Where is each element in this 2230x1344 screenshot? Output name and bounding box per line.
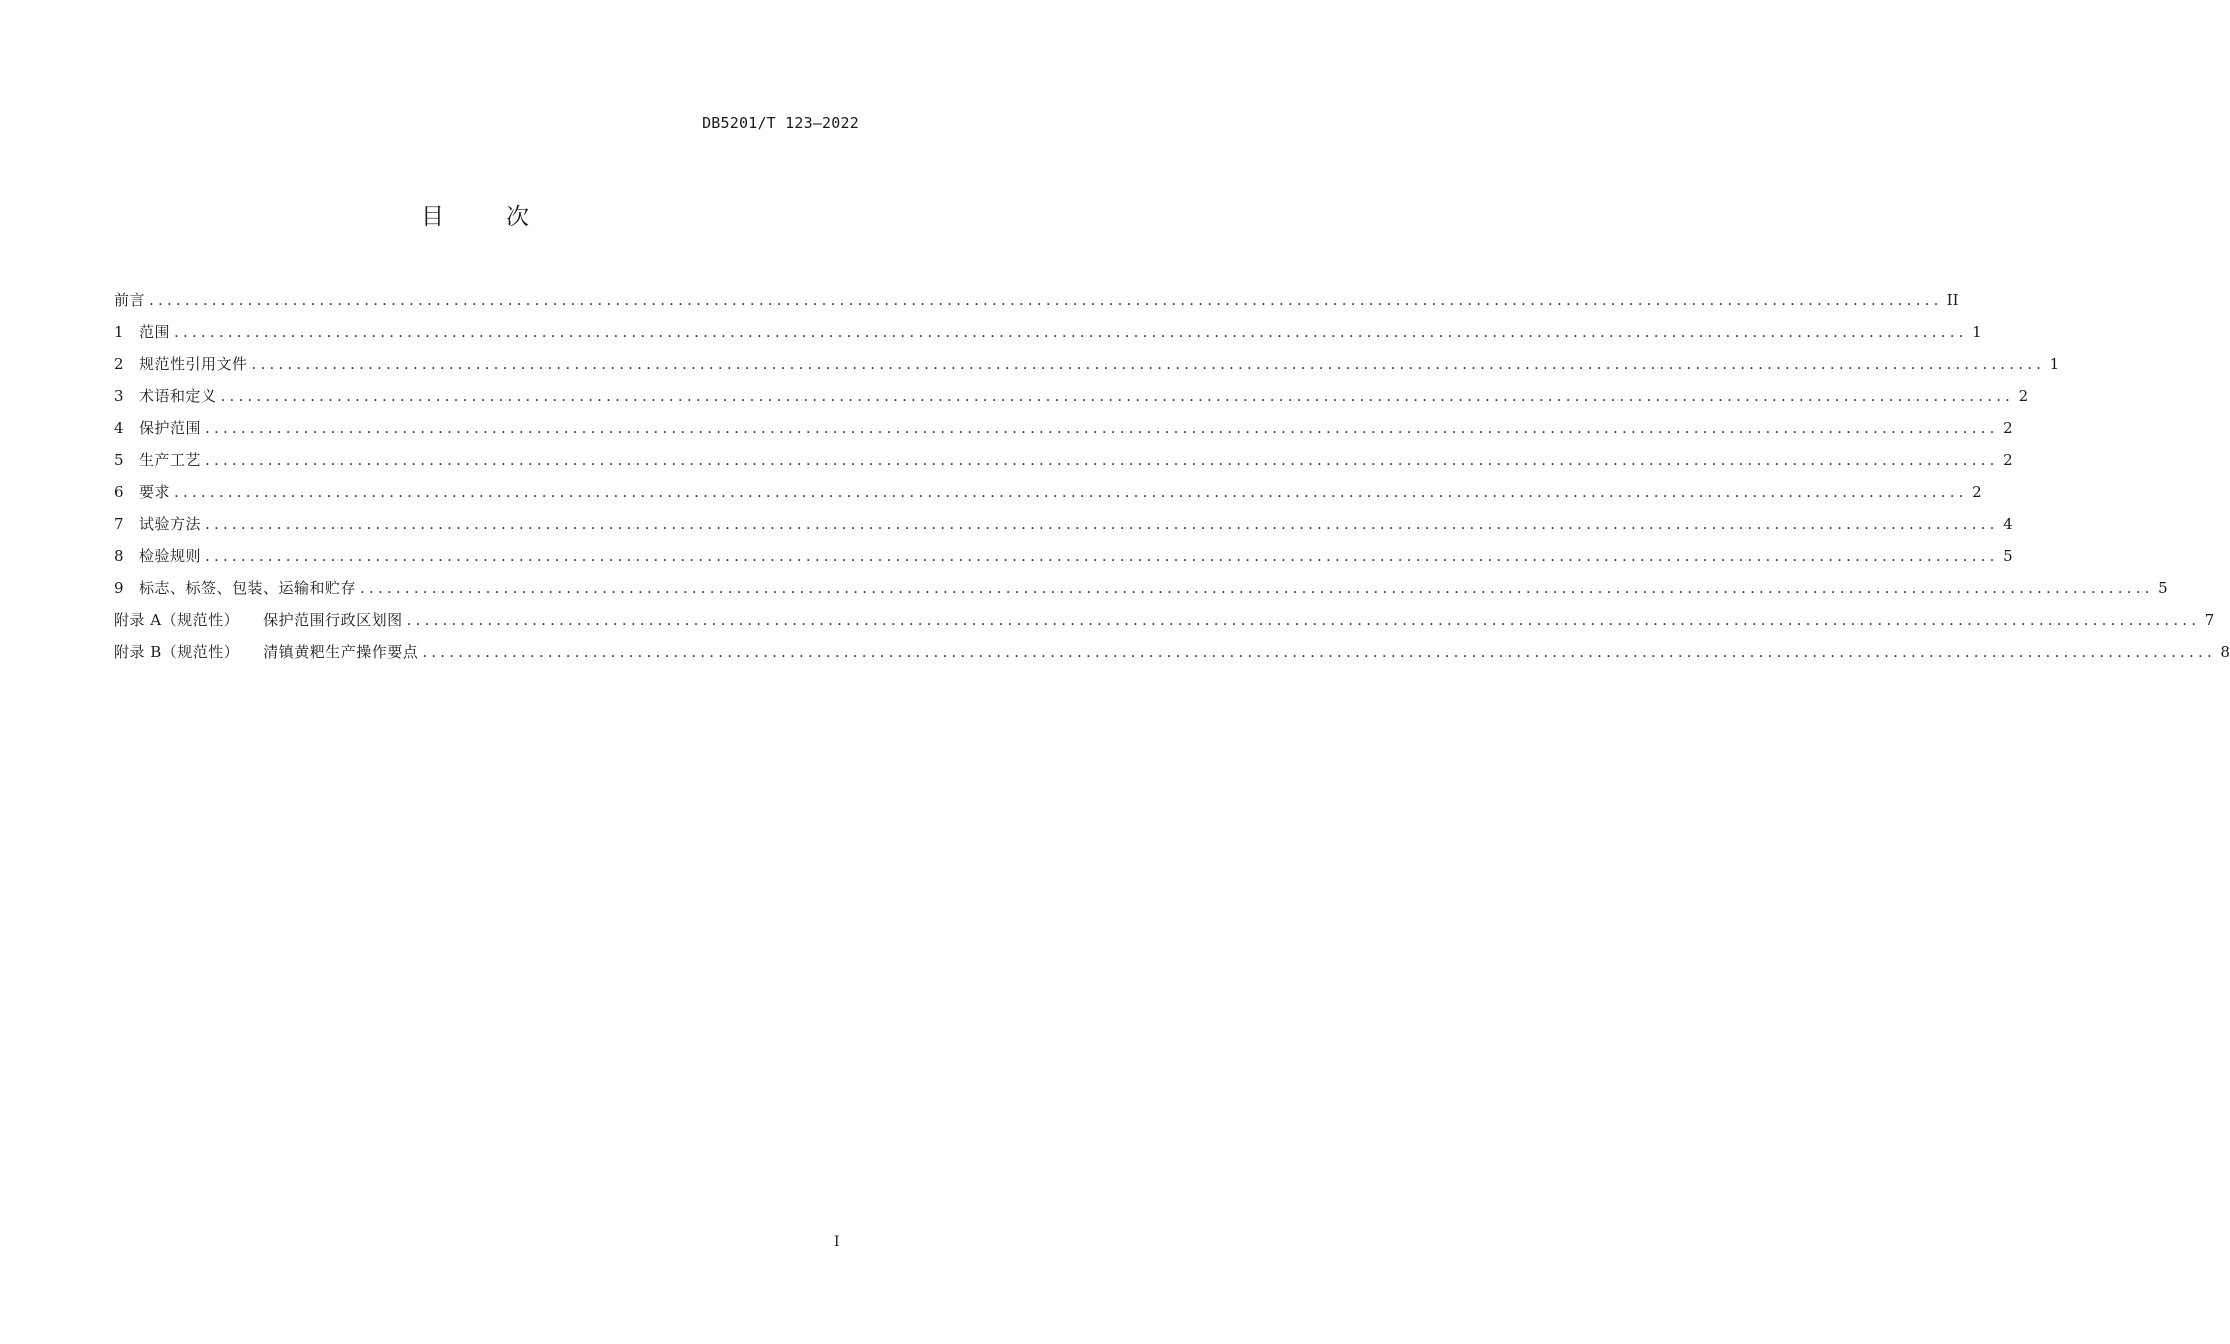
toc-leader-dots: ........................................................................................................................................................................................................ bbox=[220, 387, 2015, 405]
toc-leader-dots: ........................................................................................................................................................................................................ bbox=[360, 579, 2154, 597]
toc-entry-9[interactable] bbox=[114, 572, 2168, 604]
toc-entry-6[interactable] bbox=[114, 476, 1982, 508]
toc-entry-page: 4 bbox=[2003, 515, 2013, 533]
toc-entry-label: 要求 bbox=[139, 483, 171, 501]
appendix-title: 清镇黄粑生产操作要点 bbox=[263, 643, 419, 661]
toc-entry-label: 标志、标签、包装、运输和贮存 bbox=[139, 579, 357, 597]
toc-entry-number: 6 bbox=[114, 483, 124, 501]
toc-entry-label: 检验规则 bbox=[139, 547, 202, 565]
document-code: DB5201/T 123—2022 bbox=[702, 114, 859, 132]
toc-entry-appendix-b[interactable] bbox=[114, 636, 2230, 668]
toc-entry-page: 5 bbox=[2003, 547, 2013, 565]
toc-entry-label: 范围 bbox=[139, 323, 171, 341]
toc-leader-dots: ........................................................................................................................................................................................................ bbox=[174, 323, 1968, 341]
toc-entry-number: 3 bbox=[114, 387, 124, 405]
toc-entry-page: 2 bbox=[2003, 419, 2013, 437]
toc-entry-page: 2 bbox=[1972, 483, 1982, 501]
toc-entry-number: 9 bbox=[114, 579, 124, 597]
toc-leader-dots: ........................................................................................................................................................................................................ bbox=[205, 419, 1999, 437]
toc-leader-dots: ........................................................................................................................................................................................................ bbox=[174, 483, 1968, 501]
toc-entry-label: 规范性引用文件 bbox=[139, 355, 248, 373]
toc-entry-number: 7 bbox=[114, 515, 124, 533]
toc-title: 目次 bbox=[421, 204, 591, 230]
toc-entry-page: 1 bbox=[2049, 355, 2060, 373]
toc-entry-3[interactable] bbox=[114, 380, 2029, 412]
toc-entry-label: 保护范围 bbox=[139, 419, 202, 437]
toc-entry-label bbox=[114, 636, 418, 668]
toc-entry-number: 5 bbox=[114, 451, 124, 469]
toc-entry-number: 2 bbox=[114, 355, 124, 373]
toc-entry-page: 7 bbox=[2204, 611, 2215, 629]
toc-entry-1[interactable] bbox=[114, 316, 1982, 348]
toc-entry-page: II bbox=[1946, 291, 1959, 309]
toc-leader-dots: ........................................................................................................................................................................................................ bbox=[149, 291, 1943, 309]
toc-entry-label bbox=[114, 604, 403, 636]
toc-leader-dots: ........................................................................................................................................................................................................ bbox=[406, 611, 2201, 629]
toc-entry-label: 试验方法 bbox=[139, 515, 202, 533]
toc-leader-dots: ........................................................................................................................................................................................................ bbox=[422, 643, 2216, 661]
page-number: I bbox=[834, 1234, 840, 1250]
toc-entry-foreword[interactable] bbox=[114, 284, 1959, 316]
toc-entry-7[interactable] bbox=[114, 508, 2013, 540]
toc-entry-label: 术语和定义 bbox=[139, 387, 217, 405]
toc-entry-8[interactable] bbox=[114, 540, 2013, 572]
toc-leader-dots: ........................................................................................................................................................................................................ bbox=[205, 515, 1999, 533]
toc-leader-dots: ........................................................................................................................................................................................................ bbox=[205, 451, 1999, 469]
toc-entry-number: 1 bbox=[114, 323, 124, 341]
toc-entry-page: 2 bbox=[2003, 451, 2013, 469]
appendix-title: 保护范围行政区划图 bbox=[263, 611, 403, 629]
toc-entry-page: 8 bbox=[2220, 643, 2230, 661]
toc-entry-appendix-a[interactable] bbox=[114, 604, 2215, 636]
toc-leader-dots: ........................................................................................................................................................................................................ bbox=[205, 547, 1999, 565]
toc-entry-page: 2 bbox=[2018, 387, 2029, 405]
toc-entry-5[interactable] bbox=[114, 444, 2013, 476]
toc-entry-number: 4 bbox=[114, 419, 124, 437]
toc-entry-label: 前言 bbox=[114, 291, 146, 309]
toc-entry-number: 8 bbox=[114, 547, 124, 565]
toc-entry-label: 生产工艺 bbox=[139, 451, 202, 469]
toc-entry-4[interactable] bbox=[114, 412, 2013, 444]
appendix-prefix: 附录 B（规范性） bbox=[114, 643, 240, 661]
toc-leader-dots: ........................................................................................................................................................................................................ bbox=[251, 355, 2046, 373]
toc-entry-2[interactable] bbox=[114, 348, 2060, 380]
toc-entry-page: 5 bbox=[2158, 579, 2168, 597]
toc-entry-page: 1 bbox=[1972, 323, 1982, 341]
table-of-contents bbox=[114, 284, 2230, 668]
appendix-prefix: 附录 A（规范性） bbox=[114, 611, 240, 629]
